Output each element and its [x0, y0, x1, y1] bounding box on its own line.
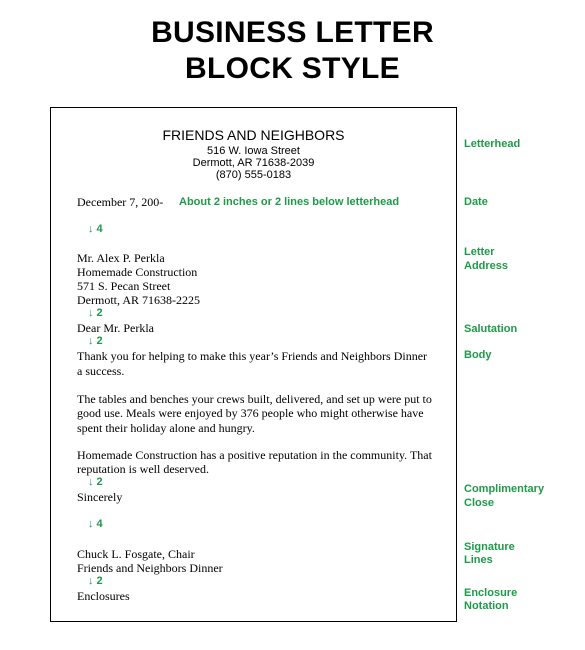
address-line-4: Dermott, AR 71638-2225: [77, 293, 200, 307]
label-salutation: Salutation: [464, 323, 518, 335]
label-complimentary-close-line-2: Close: [464, 497, 494, 509]
address-line-3: 571 S. Pecan Street: [77, 279, 171, 293]
label-body: Body: [464, 349, 492, 361]
label-signature-lines-line-1: Signature: [464, 541, 515, 553]
enclosure-notation: Enclosures: [77, 589, 130, 603]
signature-line-2: Friends and Neighbors Dinner: [77, 561, 223, 575]
address-line-2: Homemade Construction: [77, 265, 198, 279]
label-letter-address-line-1: Letter: [464, 246, 495, 258]
date-spacing-note: About 2 inches or 2 lines below letterhead: [179, 196, 400, 208]
body-line-4: good use. Meals were enjoyed by 376 people who might otherwise have: [77, 406, 424, 420]
label-letter-address-line-2: Address: [464, 260, 509, 272]
document-title-line-2: BLOCK STYLE: [185, 52, 400, 85]
complimentary-close: Sincerely: [77, 490, 123, 504]
body-line-6: Homemade Construction has a positive reputation in the community. That: [77, 448, 432, 462]
salutation: Dear Mr. Perkla: [77, 321, 154, 335]
body-line-3: The tables and benches your crews built, delivered, and set up were put to: [77, 392, 432, 406]
letter-page: [50, 107, 457, 622]
label-letterhead: Letterhead: [464, 138, 521, 150]
label-date: Date: [464, 196, 488, 208]
spacing-arrow-2: ↓ 2: [88, 307, 103, 319]
label-enclosure-notation-line-1: Enclosure: [464, 587, 518, 599]
letterhead-street: 516 W. Iowa Street: [207, 145, 300, 157]
spacing-arrow-4: ↓ 4: [88, 223, 103, 235]
spacing-arrow-4: ↓ 4: [88, 518, 103, 530]
signature-line-1: Chuck L. Fosgate, Chair: [77, 547, 195, 561]
letterhead-city: Dermott, AR 71638-2039: [192, 157, 315, 169]
label-complimentary-close-line-1: Complimentary: [464, 483, 545, 495]
body-line-7: reputation is well deserved.: [77, 462, 209, 476]
document-title-line-1: BUSINESS LETTER: [151, 16, 434, 49]
letterhead-phone: (870) 555-0183: [215, 169, 292, 181]
letter-date: December 7, 200-: [77, 195, 164, 209]
label-signature-lines-line-2: Lines: [464, 554, 493, 566]
body-line-5: spent their holiday alone and hungry.: [77, 421, 255, 435]
spacing-arrow-2: ↓ 2: [88, 335, 103, 347]
spacing-arrow-2: ↓ 2: [88, 575, 103, 587]
label-enclosure-notation-line-2: Notation: [464, 600, 509, 612]
address-line-1: Mr. Alex P. Perkla: [77, 251, 165, 265]
body-line-1: Thank you for helping to make this year’s Friends and Neighbors Dinner: [77, 349, 428, 363]
letterhead-name: FRIENDS AND NEIGHBORS: [162, 127, 345, 143]
body-line-2: a success.: [77, 364, 125, 378]
spacing-arrow-2: ↓ 2: [88, 476, 103, 488]
